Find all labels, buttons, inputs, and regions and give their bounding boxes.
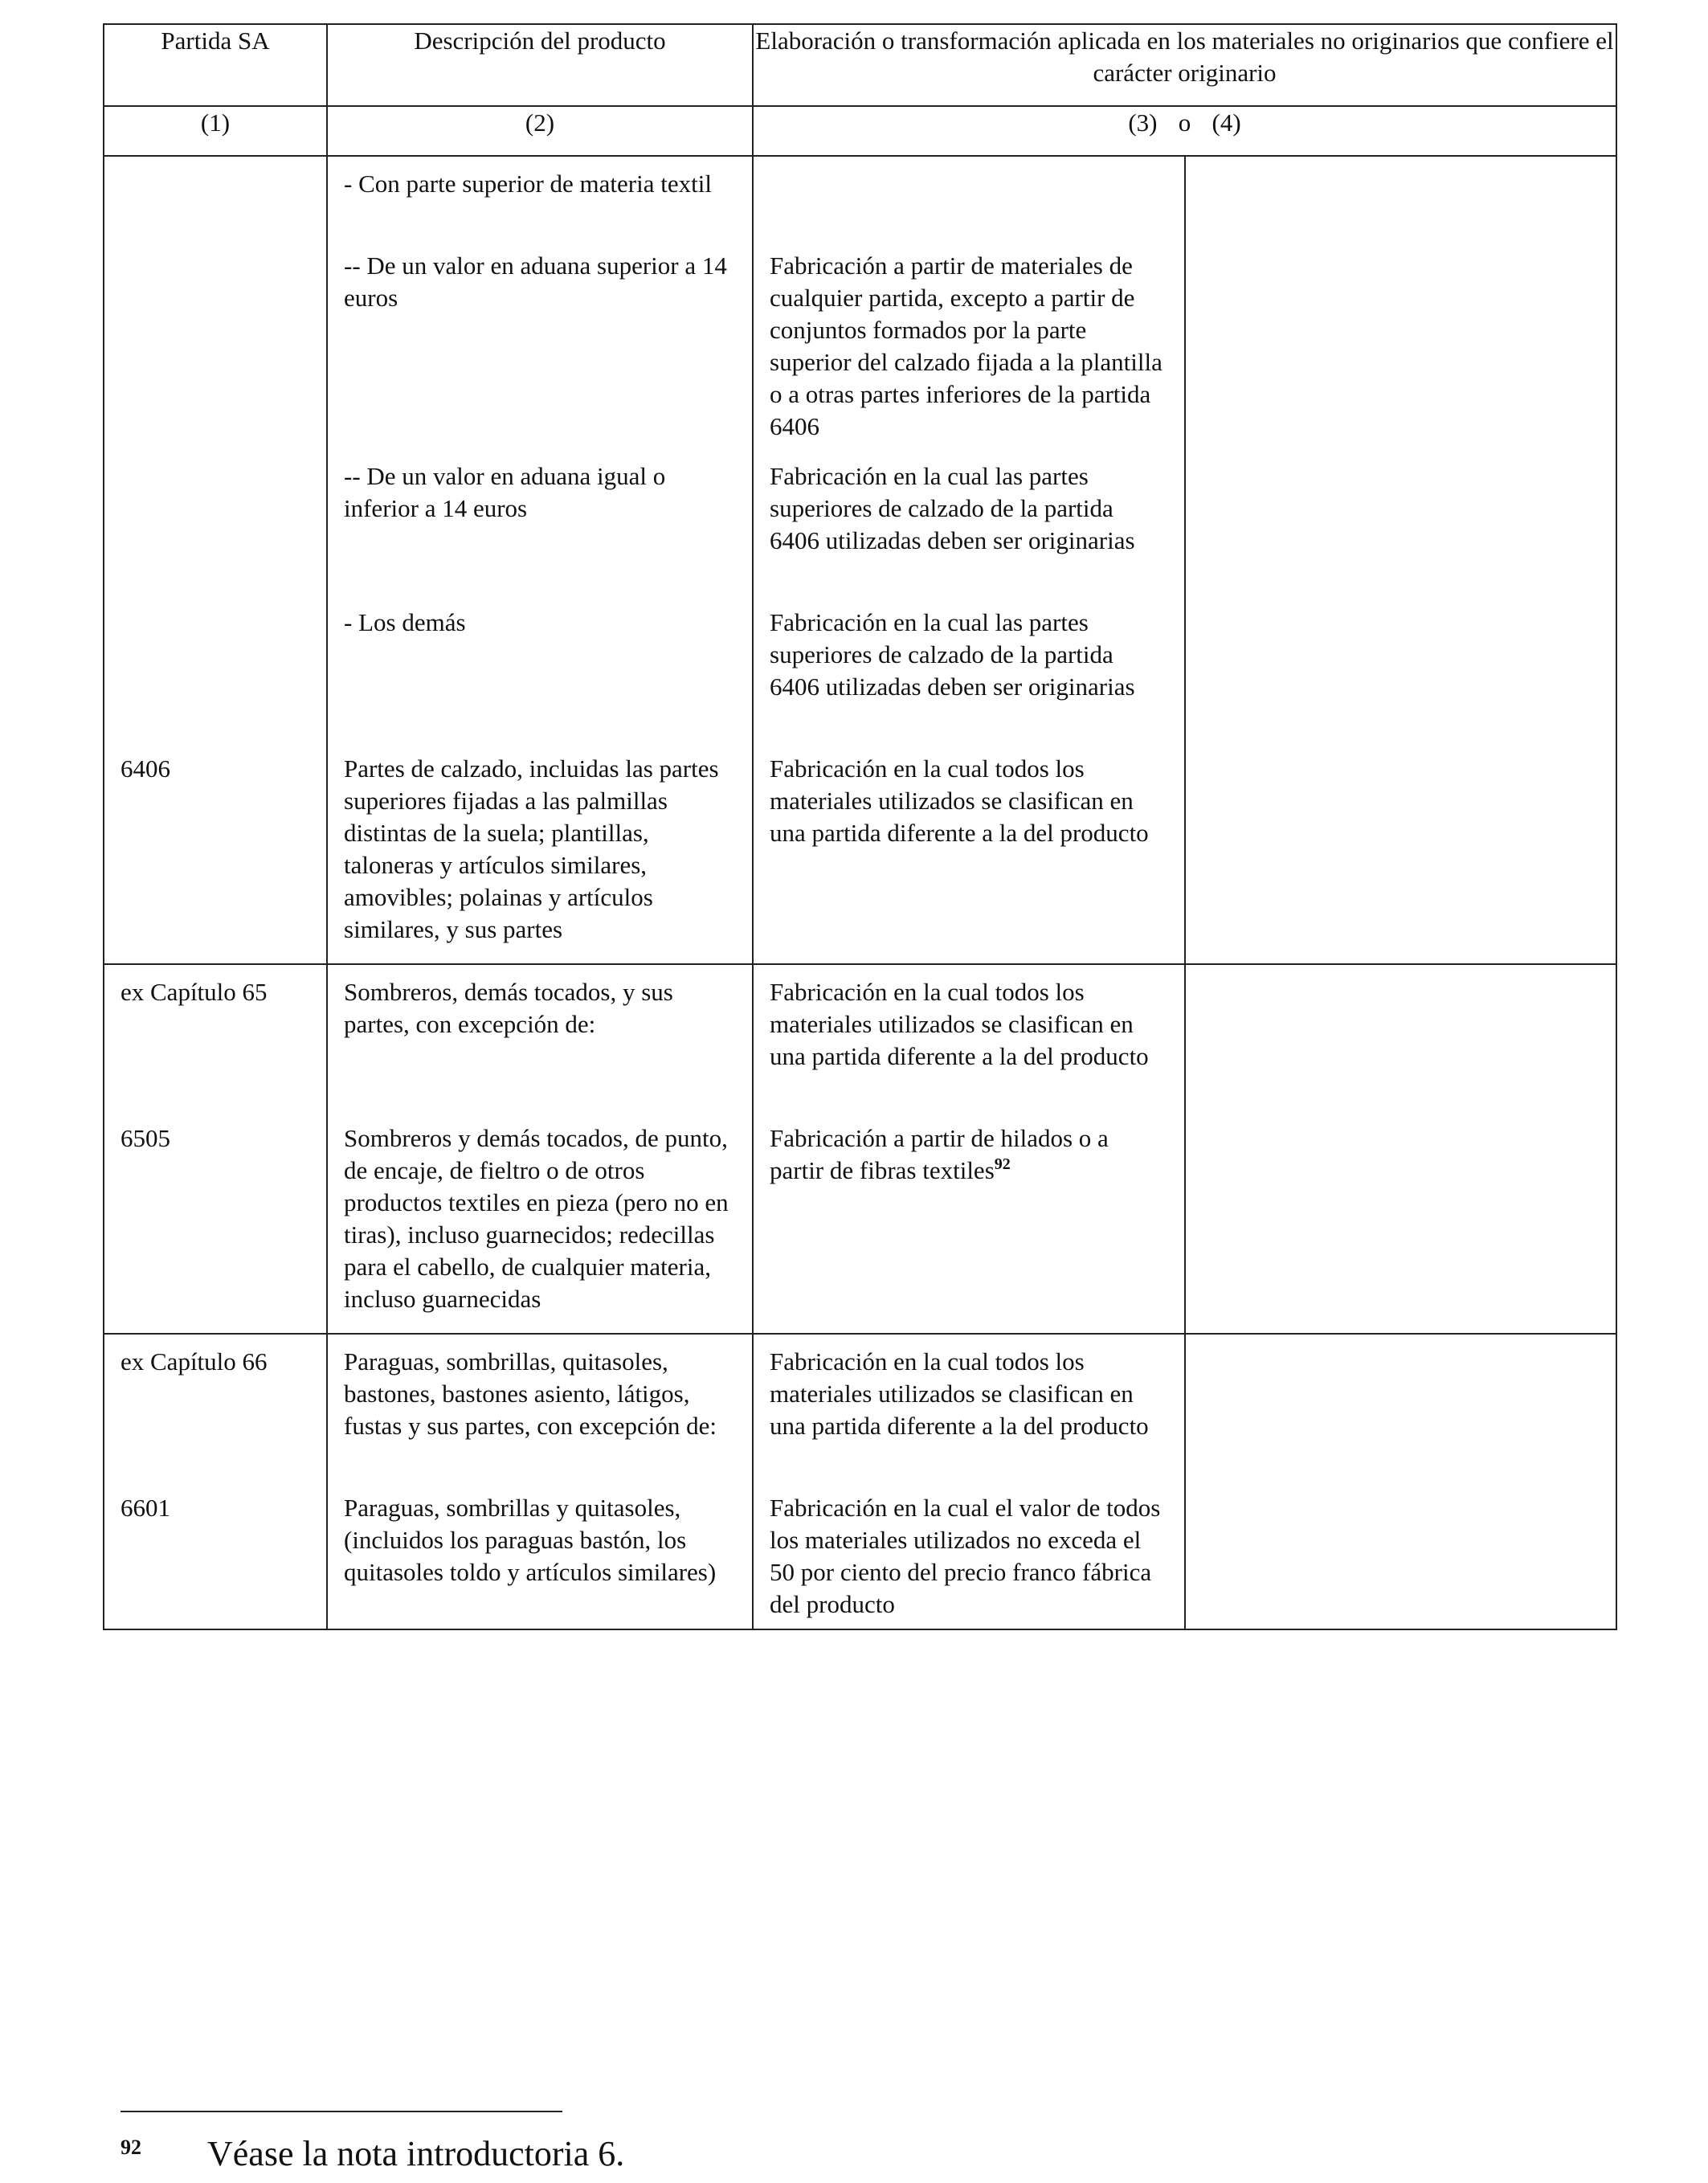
code-cell bbox=[104, 1334, 327, 1629]
code-entry bbox=[121, 607, 310, 735]
description-entry: Sombreros y demás tocados, de punto, de encaje, de fieltro o de otros productos textiles en pieza (pero no en tiras), incluso guarnecidos; redecillas para el cabello, de cualquier materia, incluso guarnecidas bbox=[344, 1124, 729, 1313]
col-number-4: (4) bbox=[1212, 108, 1241, 137]
description-entry: Partes de calzado, incluidas las partes superiores fijadas a las palmillas distintas de la suela; plantillas, taloneras y artículos similares, amovibles; polainas y artículos similares, y sus partes bbox=[344, 754, 719, 943]
description-cell bbox=[327, 964, 753, 1334]
table-row bbox=[104, 156, 1616, 964]
description-entry: Paraguas, sombrillas y quitasoles, (incluidos los paraguas bastón, los quitasoles toldo y artículos similares) bbox=[344, 1494, 717, 1586]
table-row bbox=[104, 1334, 1616, 1629]
rule-entry: Fabricación en la cual las partes superiores de calzado de la partida 6406 utilizadas deben ser originarias bbox=[770, 608, 1135, 701]
header-descripcion: Descripción del producto bbox=[327, 24, 753, 106]
header-elaboracion: Elaboración o transformación aplicada en los materiales no originarios que confiere el carácter originario bbox=[753, 24, 1616, 106]
footnote-number: 92 bbox=[121, 2136, 141, 2159]
code-entry bbox=[121, 168, 310, 232]
rule-cell bbox=[753, 964, 1185, 1334]
rule-entry: Fabricación a partir de hilados o a partir de fibras textiles$^{92}$ bbox=[770, 1124, 1109, 1184]
description-entry: - Con parte superior de materia textil bbox=[344, 170, 712, 198]
description-entry: - Los demás bbox=[344, 608, 466, 636]
code-entry: ex Capítulo 66 bbox=[121, 1347, 268, 1376]
footnote-separator bbox=[121, 2111, 562, 2112]
code-entry: 6601 bbox=[121, 1494, 170, 1522]
rule-entry bbox=[770, 168, 1168, 232]
rule-entry: Fabricación en la cual todos los materiales utilizados se clasifican en una partida diferente a la del producto bbox=[770, 754, 1149, 847]
code-entry: ex Capítulo 65 bbox=[121, 978, 268, 1006]
col-number-connector: o bbox=[1178, 108, 1191, 137]
code-entry bbox=[121, 460, 310, 589]
code-entry: 6505 bbox=[121, 1124, 170, 1152]
code-cell bbox=[104, 156, 327, 964]
footnote bbox=[121, 2125, 624, 2177]
rule-cell bbox=[753, 156, 1185, 964]
rule-entry: Fabricación en la cual todos los materiales utilizados se clasifican en una partida diferente a la del producto bbox=[770, 1347, 1149, 1440]
description-cell bbox=[327, 1334, 753, 1629]
alternative-rule-cell bbox=[1185, 1334, 1616, 1629]
header-partida-sa: Partida SA bbox=[104, 24, 327, 106]
alternative-rule-cell bbox=[1185, 156, 1616, 964]
rules-of-origin-table bbox=[103, 23, 1617, 1630]
header-row bbox=[104, 24, 1616, 106]
col-number-3: (3) bbox=[1128, 108, 1158, 137]
col-number-1: (1) bbox=[104, 106, 327, 156]
rule-entry: Fabricación a partir de materiales de cualquier partida, excepto a partir de conjuntos formados por la parte superior del calzado fijada a la plantilla o a otras partes inferiores de la partida 6406 bbox=[770, 251, 1163, 440]
rule-entry: Fabricación en la cual las partes superiores de calzado de la partida 6406 utilizadas deben ser originarias bbox=[770, 462, 1135, 554]
numbering-row bbox=[104, 106, 1616, 156]
rule-cell bbox=[753, 1334, 1185, 1629]
table-row bbox=[104, 964, 1616, 1334]
description-entry: Paraguas, sombrillas, quitasoles, bastones, bastones asiento, látigos, fustas y sus partes, con excepción de: bbox=[344, 1347, 717, 1440]
footnote-text: Véase la nota introductoria 6. bbox=[207, 2134, 625, 2173]
code-entry bbox=[121, 250, 310, 443]
description-entry: Sombreros, demás tocados, y sus partes, con excepción de: bbox=[344, 978, 673, 1038]
col-number-3-4 bbox=[753, 106, 1616, 156]
description-cell bbox=[327, 156, 753, 964]
code-entry: 6406 bbox=[121, 754, 170, 783]
code-cell bbox=[104, 964, 327, 1334]
col-number-2: (2) bbox=[327, 106, 753, 156]
description-entry: -- De un valor en aduana superior a 14 euros bbox=[344, 251, 727, 312]
alternative-rule-cell bbox=[1185, 964, 1616, 1334]
rule-entry: Fabricación en la cual todos los materiales utilizados se clasifican en una partida diferente a la del producto bbox=[770, 978, 1149, 1070]
description-entry: -- De un valor en aduana igual o inferior a 14 euros bbox=[344, 462, 666, 522]
footnote-reference[interactable]: 92 bbox=[994, 1155, 1011, 1173]
rule-entry: Fabricación en la cual el valor de todos los materiales utilizados no exceda el 50 por ciento del precio franco fábrica del producto bbox=[770, 1494, 1161, 1618]
